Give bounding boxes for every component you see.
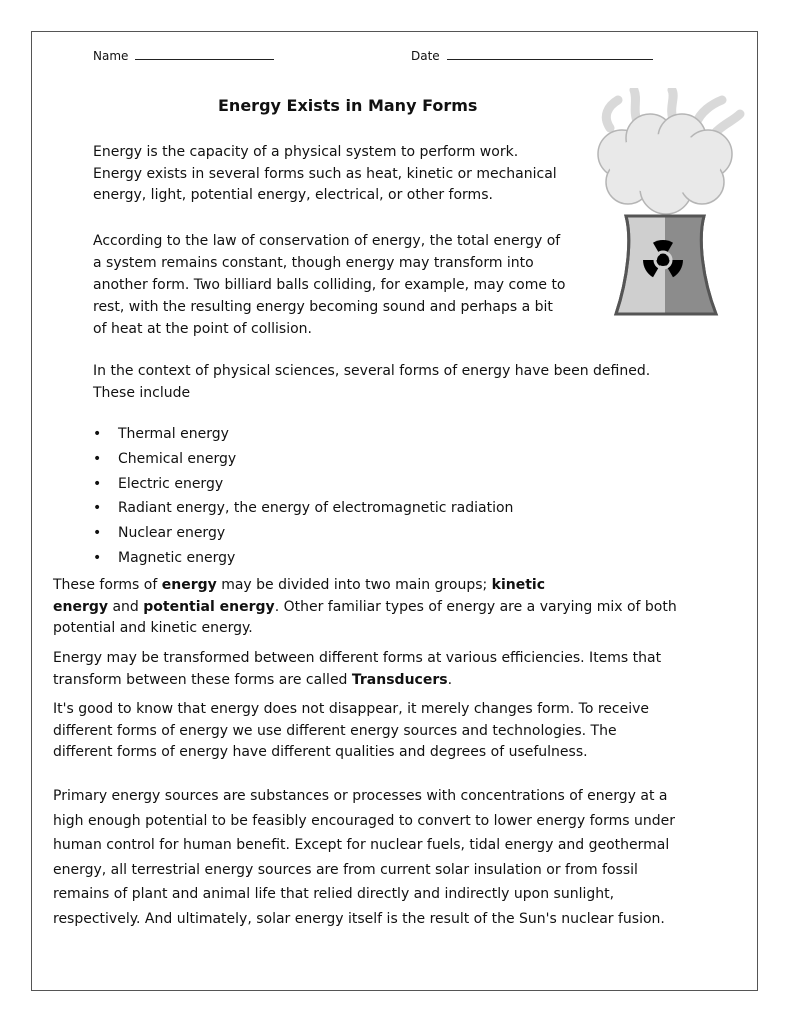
text-line: In the context of physical sciences, several forms of energy have been defined.	[93, 363, 651, 379]
name-label: Name	[93, 49, 129, 63]
text-line: different forms of energy have different qualities and degrees of usefulness.	[53, 744, 588, 760]
worksheet-title: Energy Exists in Many Forms	[218, 96, 478, 115]
text-run: may be divided into two main groups;	[216, 577, 492, 593]
date-label: Date	[411, 49, 440, 63]
steam-cloud-fill	[609, 134, 721, 194]
text-run: .	[447, 671, 453, 688]
text-run: transform between these forms are called	[53, 671, 352, 688]
energy-forms-list	[93, 424, 513, 573]
text-run: . Other familiar types of energy are a varying mix of both	[274, 598, 677, 615]
bold-term: kinetic	[491, 577, 546, 593]
list-item: • Chemical energy	[93, 449, 513, 474]
text-line: Primary energy sources are substances or processes with concentrations of energy at a	[53, 788, 668, 804]
list-item: • Nuclear energy	[93, 523, 513, 548]
text-line: different forms of energy we use different energy sources and technologies. The	[53, 722, 617, 739]
text-line: rest, with the resulting energy becoming sound and perhaps a bit	[93, 299, 553, 315]
text-line: of heat at the point of collision.	[93, 321, 312, 337]
text-line: remains of plant and animal life that relied directly and indirectly upon sunlight,	[53, 886, 615, 903]
text-line: high enough potential to be feasibly encouraged to convert to lower energy forms under	[53, 812, 675, 829]
text-line	[53, 670, 661, 692]
cooling-tower-radiation-icon	[588, 88, 748, 323]
text-run: These forms of	[53, 577, 162, 593]
text-line: According to the law of conservation of energy, the total energy of	[93, 233, 561, 249]
bold-term: energy	[53, 598, 109, 615]
text-line: another form. Two billiard balls colliding, for example, may come to	[93, 277, 566, 293]
text-line	[53, 575, 677, 597]
list-item: • Thermal energy	[93, 424, 513, 449]
text-line: energy, light, potential energy, electrical, or other forms.	[93, 187, 493, 203]
date-field	[411, 47, 653, 63]
text-line: These include	[93, 385, 191, 401]
text-line	[53, 597, 677, 619]
text-line: Energy is the capacity of a physical system to perform work.	[93, 144, 519, 160]
bold-term: energy	[161, 577, 217, 593]
context-paragraph	[93, 360, 650, 404]
good-to-know-paragraph	[53, 699, 649, 764]
text-line: Energy may be transformed between different forms at various efficiencies. Items that	[53, 650, 662, 666]
text-line: a system remains constant, though energy may transform into	[93, 255, 534, 271]
text-run: and	[108, 598, 144, 615]
name-field	[93, 47, 274, 63]
name-blank-line[interactable]	[135, 47, 274, 60]
list-item: • Magnetic energy	[93, 548, 513, 573]
bold-term: potential energy	[143, 598, 275, 615]
text-line: Energy exists in several forms such as heat, kinetic or mechanical	[93, 165, 557, 182]
text-line: human control for human benefit. Except for nuclear fuels, tidal energy and geothermal	[53, 837, 670, 854]
transform-paragraph	[53, 648, 661, 691]
intro-paragraph	[93, 142, 557, 207]
text-line: energy, all terrestrial energy sources are from current solar insulation or from fossil	[53, 861, 638, 878]
text-line: potential and kinetic energy.	[53, 620, 253, 636]
list-item: • Radiant energy, the energy of electromagnetic radiation	[93, 498, 513, 523]
text-line: It's good to know that energy does not disappear, it merely changes form. To receive	[53, 701, 650, 717]
text-line: respectively. And ultimately, solar energy itself is the result of the Sun's nuclear fusion.	[53, 910, 665, 927]
primary-sources-paragraph	[53, 784, 675, 932]
groups-paragraph	[53, 575, 677, 640]
bold-term: Transducers	[351, 671, 448, 688]
date-blank-line[interactable]	[447, 47, 653, 60]
conservation-paragraph	[93, 230, 566, 340]
list-item: • Electric energy	[93, 474, 513, 499]
